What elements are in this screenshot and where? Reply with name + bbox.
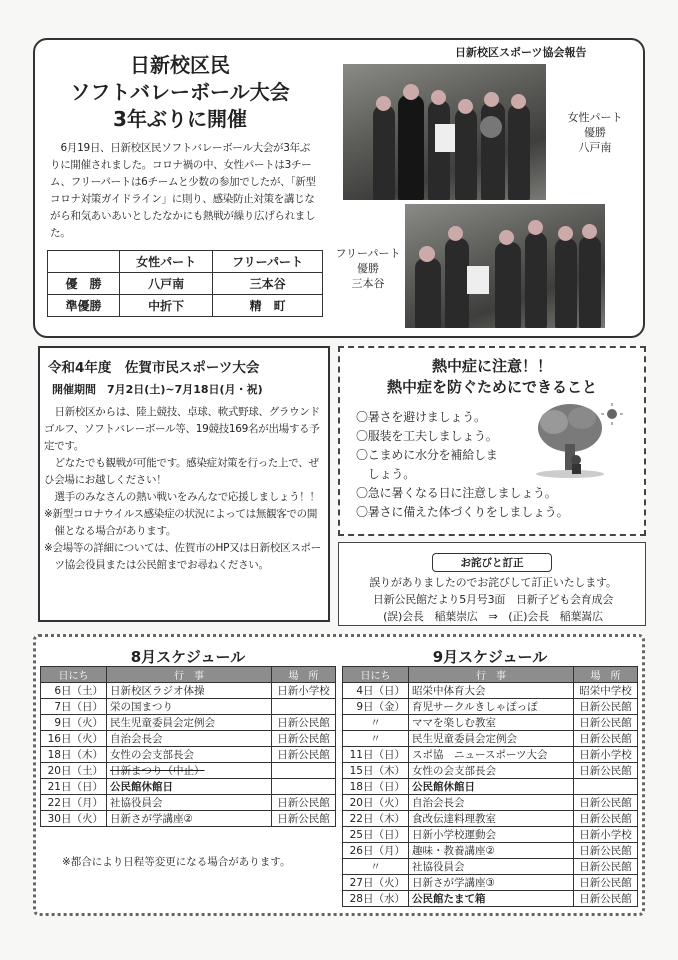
schedule-row (41, 715, 336, 731)
schedule-header-place: 場 所 (272, 667, 336, 683)
aug-schedule-table (40, 666, 336, 827)
schedule-event: 民生児童委員会定例会 (107, 715, 272, 731)
schedule-header-event: 行 事 (409, 667, 574, 683)
schedule-row (343, 763, 638, 779)
schedule-event: 公民館休館日 (107, 779, 272, 795)
schedule-place: 日新公民館 (574, 715, 638, 731)
caption-line: 女性パート (567, 111, 623, 124)
results-table (47, 250, 323, 317)
results-cell: 三本谷 (213, 273, 323, 295)
heatstroke-item: しょう。 (356, 467, 416, 481)
city-sports-paragraph: どなたでも観戦が可能です。感染症対策を行った上で、ぜひ会場にお越しください！ (44, 457, 319, 486)
schedule-place: 日新公民館 (574, 843, 638, 859)
schedule-place: 日新公民館 (574, 763, 638, 779)
schedule-date: 15日（木） (343, 763, 409, 779)
schedule-event: 育児サークルきしゃぽっぽ (409, 699, 574, 715)
schedule-event: 日新さが学講座③ (409, 875, 574, 891)
heatstroke-title-line: 熱中症に注意！！ (431, 357, 552, 375)
schedule-date: 20日（土） (41, 763, 107, 779)
correction-line: 誤りがありましたのでお詫びして訂正いたします。 (369, 576, 617, 589)
schedule-event: ママを楽しむ教室 (409, 715, 574, 731)
results-header-blank (48, 251, 120, 273)
schedule-row (41, 795, 336, 811)
schedule-place (574, 779, 638, 795)
heatstroke-item: 〇服装を工夫しましょう。 (356, 429, 498, 443)
schedule-place: 日新公民館 (574, 699, 638, 715)
results-header-free: フリーパート (213, 251, 323, 273)
schedule-date: 18日（日） (343, 779, 409, 795)
schedule-place: 日新公民館 (272, 747, 336, 763)
schedule-date: 30日（火） (41, 811, 107, 827)
schedule-event: 自治会長会 (409, 795, 574, 811)
schedule-header-row (343, 667, 638, 683)
results-header-women: 女性パート (120, 251, 213, 273)
title-line-3: 3年ぶりに開催 (113, 107, 247, 131)
schedule-row (343, 875, 638, 891)
schedule-date: 〃 (343, 715, 409, 731)
schedule-row (343, 795, 638, 811)
caption-line: フリーパート (335, 247, 401, 260)
schedule-event: 女性の会支部長会 (107, 747, 272, 763)
schedule-row (343, 715, 638, 731)
schedule-place: 日新公民館 (574, 859, 638, 875)
schedule-row (41, 683, 336, 699)
schedule-date: 22日（木） (343, 811, 409, 827)
schedule-place: 日新公民館 (574, 875, 638, 891)
correction-title: お詫びと訂正 (432, 553, 552, 572)
schedule-place: 日新小学校 (574, 747, 638, 763)
schedule-row (343, 811, 638, 827)
schedule-row (343, 859, 638, 875)
schedule-date: 26日（月） (343, 843, 409, 859)
schedule-event: 公民館休館日 (409, 779, 574, 795)
free-caption (330, 246, 406, 291)
schedule-event: 日新小学校運動会 (409, 827, 574, 843)
schedule-date: 20日（火） (343, 795, 409, 811)
schedule-event: 民生児童委員会定例会 (409, 731, 574, 747)
softball-title (45, 52, 315, 133)
sep-schedule-table (342, 666, 638, 907)
schedule-date: 7日（日） (41, 699, 107, 715)
schedule-row (343, 747, 638, 763)
schedule-place: 日新公民館 (272, 795, 336, 811)
city-sports-title: 令和4年度 佐賀市民スポーツ大会 (48, 360, 260, 376)
schedule-event: 女性の会支部長会 (409, 763, 574, 779)
women-caption (550, 110, 640, 155)
schedule-row (343, 827, 638, 843)
sep-schedule-title: 9月スケジュール (432, 648, 548, 666)
schedule-date: 9日（火） (41, 715, 107, 731)
city-sports-body (44, 404, 324, 574)
softball-body: 6月19日、日新校区民ソフトバレーボール大会が3年ぶりに開催されました。コロナ禍の中、女性パートは3チーム、フリーパートは6チームと少数の参加でしたが、「新型コロナ対策ガイドライン」に則り、感染防止対策を講じながら和気あいあいとしたなかにも熱戦が繰り広げられました。 (50, 142, 316, 239)
schedule-row (41, 731, 336, 747)
heatstroke-item: 〇暑さに備えた体づくりをしましょう。 (356, 505, 569, 519)
schedule-row (343, 683, 638, 699)
schedule-header-event: 行 事 (107, 667, 272, 683)
heatstroke-item: 〇急に暑くなる日に注意しましょう。 (356, 486, 557, 500)
caption-line: 八戸南 (578, 141, 612, 154)
schedule-event: 日新さが学講座② (107, 811, 272, 827)
schedule-row (343, 731, 638, 747)
schedule-row (343, 779, 638, 795)
results-cell: 精 町 (213, 295, 323, 317)
schedule-row (41, 747, 336, 763)
report-label: 日新校区スポーツ協会報告 (455, 46, 587, 59)
schedule-place: 日新公民館 (574, 795, 638, 811)
schedule-event: 趣味・教養講座② (409, 843, 574, 859)
results-cell: 八戸南 (120, 273, 213, 295)
correction-line: (誤)会長 稲葉崇広 ⇒ (正)会長 稲葉嵩広 (383, 610, 603, 623)
schedule-event: 社協役員会 (107, 795, 272, 811)
schedule-place (272, 763, 336, 779)
schedule-date: 6日（土） (41, 683, 107, 699)
schedule-place: 日新公民館 (574, 731, 638, 747)
schedule-date: 18日（木） (41, 747, 107, 763)
schedule-place: 昭栄中学校 (574, 683, 638, 699)
heatstroke-title (342, 356, 642, 398)
schedule-place: 日新公民館 (574, 891, 638, 907)
schedule-date: 9日（金） (343, 699, 409, 715)
city-sports-note: ※会場等の詳細については、佐賀市のHP又は日新校区スポーツ協会役員または公民館までお尋ねください。 (44, 542, 321, 571)
schedule-row (343, 843, 638, 859)
schedule-date: 21日（日） (41, 779, 107, 795)
aug-schedule-note: ※都合により日程等変更になる場合があります。 (62, 856, 291, 868)
schedule-header-date: 日にち (41, 667, 107, 683)
schedule-date: 28日（水） (343, 891, 409, 907)
schedule-row (41, 763, 336, 779)
schedule-date: 25日（日） (343, 827, 409, 843)
schedule-row (343, 699, 638, 715)
women-team-photo (343, 64, 546, 200)
heatstroke-item: 〇暑さを避けましょう。 (356, 410, 486, 424)
correction-text (345, 574, 641, 625)
free-team-photo (405, 204, 605, 328)
schedule-row (41, 811, 336, 827)
correction-line: 日新公民館だより5月号3面 日新子ども会育成会 (372, 593, 614, 606)
schedule-date: 4日（日） (343, 683, 409, 699)
city-sports-paragraph: 日新校区からは、陸上競技、卓球、軟式野球、グラウンドゴルフ、ソフトバレーボール等、19競技169名が出場する予定です。 (44, 406, 320, 452)
title-line-1: 日新校区民 (130, 53, 230, 77)
schedule-date: 16日（火） (41, 731, 107, 747)
schedule-event: 自治会長会 (107, 731, 272, 747)
schedule-event: 公民館たまて箱 (409, 891, 574, 907)
schedule-event: 食改伝達料理教室 (409, 811, 574, 827)
schedule-header-date: 日にち (343, 667, 409, 683)
schedule-event: 日新まつり（中止） (107, 763, 272, 779)
schedule-event: 日新校区ラジオ体操 (107, 683, 272, 699)
caption-line: 三本谷 (351, 277, 385, 290)
schedule-place: 日新公民館 (574, 811, 638, 827)
schedule-place: 日新小学校 (272, 683, 336, 699)
schedule-event: 昭栄中体育大会 (409, 683, 574, 699)
schedule-place: 日新公民館 (272, 731, 336, 747)
schedule-header-row (41, 667, 336, 683)
schedule-date: 27日（火） (343, 875, 409, 891)
schedule-row (41, 699, 336, 715)
caption-line: 優勝 (584, 126, 606, 139)
schedule-date: 11日（日） (343, 747, 409, 763)
heatstroke-item: 〇こまめに水分を補給しま (356, 448, 498, 462)
sun-icon (601, 403, 623, 425)
schedule-date: 〃 (343, 731, 409, 747)
title-line-2: ソフトバレーボール大会 (70, 80, 290, 104)
city-sports-paragraph: 選手のみなさんの熱い戦いをみんなで応援しましょう！！ (54, 491, 320, 503)
schedule-event: 社協役員会 (409, 859, 574, 875)
city-sports-note: ※新型コロナウイルス感染症の状況によっては無観客での開催となる場合があります。 (44, 508, 318, 537)
schedule-row (343, 891, 638, 907)
schedule-place: 日新小学校 (574, 827, 638, 843)
schedule-row (41, 779, 336, 795)
results-row-label: 準優勝 (48, 295, 120, 317)
schedule-place: 日新公民館 (272, 811, 336, 827)
city-sports-period: 開催期間 7月2日(土)~7月18日(月・祝) (52, 383, 263, 396)
caption-line: 優勝 (357, 262, 379, 275)
schedule-place (272, 699, 336, 715)
schedule-event: 栄の国まつり (107, 699, 272, 715)
heatstroke-title-line: 熱中症を防ぐためにできること (386, 378, 597, 396)
results-row-label: 優 勝 (48, 273, 120, 295)
schedule-date: 〃 (343, 859, 409, 875)
schedule-place (272, 779, 336, 795)
results-cell: 中折下 (120, 295, 213, 317)
schedule-place: 日新公民館 (272, 715, 336, 731)
schedule-event: スポ協 ニュースポーツ大会 (409, 747, 574, 763)
schedule-header-place: 場 所 (574, 667, 638, 683)
aug-schedule-title: 8月スケジュール (130, 648, 246, 666)
tree-illustration (528, 400, 624, 480)
schedule-date: 22日（月） (41, 795, 107, 811)
